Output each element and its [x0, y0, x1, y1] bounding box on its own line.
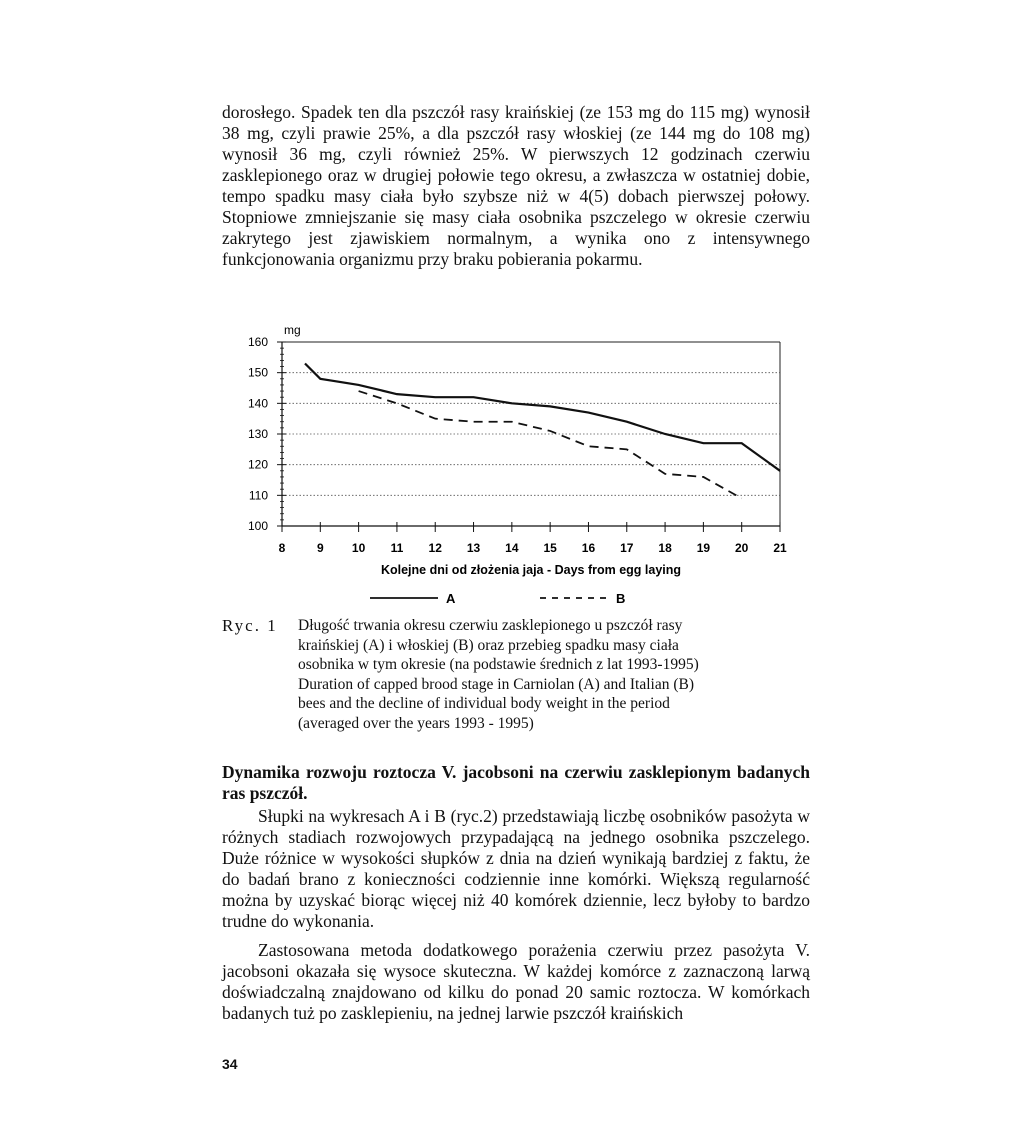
paragraph-2: Słupki na wykresach A i B (ryc.2) przedstawiają liczbę osobników pasożyta w różnych stadiach rozwojowych przypadającą na jednego osobnika pszczelego. Duże różnice w wysokości słupków z dnia na dzień wynikają bardziej z faktu, że do badań brano z konieczności codziennie inne komórki. Większą regularność można by uzyskać biorąc więcej niż 40 komórek dziennie, lecz byłoby to bardzo trudne do wykonania. — [222, 806, 810, 931]
x-tick-label: 19 — [696, 541, 711, 555]
x-tick-label: 20 — [735, 541, 749, 555]
x-tick-label: 10 — [351, 541, 366, 555]
section-heading: Dynamika rozwoju roztocza V. jacobsoni na czerwiu zasklepionym badanych ras pszczół. — [222, 762, 810, 803]
x-tick-label: 21 — [773, 541, 787, 555]
x-tick-label: 8 — [278, 541, 286, 555]
x-axis-label: Kolejne dni od złożenia jaja - Days from egg laying — [380, 563, 682, 577]
x-tick-label: 12 — [428, 541, 442, 555]
x-tick-label: 18 — [658, 541, 672, 555]
x-tick-label: 11 — [390, 541, 404, 555]
y-tick-label: 130 — [247, 427, 268, 441]
y-axis-label: mg — [284, 323, 301, 337]
x-tick-label: 17 — [620, 541, 634, 555]
y-tick-label: 140 — [247, 396, 268, 411]
series-line-a — [305, 363, 780, 470]
x-tick-label: 16 — [581, 541, 596, 555]
y-tick-label: 110 — [248, 488, 268, 503]
legend-label-b: B — [616, 591, 626, 606]
page-number: 34 — [222, 1056, 238, 1072]
y-tick-label: 100 — [247, 519, 268, 533]
figure-label: Ryc. 1 — [222, 616, 278, 635]
y-tick-label: 150 — [247, 365, 268, 380]
paragraph-3: Zastosowana metoda dodatkowego porażenia czerwiu przez pasożyta V. jacobsoni okazała się wysoce skuteczna. W każdej komórce z zaznaczoną larwą doświadczalną znajdowano od kilku do ponad 20 samic roztocza. W komórkach badanych tuż po zasklepieniu, na jednej larwie pszczół kraińskich — [222, 940, 810, 1023]
caption-line: osobnika w tym okresie (na podstawie średnich z lat 1993-1995) — [298, 656, 699, 674]
caption-line: kraińskiej (A) i włoskiej (B) oraz przebieg spadku masy ciała — [298, 636, 679, 654]
y-tick-label: 160 — [247, 335, 268, 349]
intro-paragraph: dorosłego. Spadek ten dla pszczół rasy kraińskiej (ze 153 mg do 115 mg) wynosił 38 mg, czyli prawie 25%, a dla pszczół rasy włoskiej (ze 144 mg do 108 mg) wynosił 36 mg, czyli również 25%. W pierwszych 12 godzinach czerwiu zasklepionego oraz w drugiej połowie tego okresu, a zwłaszcza w ostatniej dobie, tempo spadku masy ciała było szybsze niż w 4(5) dobach pierwszej połowy. Stopniowe zmniejszanie się masy ciała osobnika pszczelego w okresie czerwiu zakrytego jest zjawiskiem normalnym, a wynika ono z intensywnego funkcjonowania organizmu przy braku pobierania pokarmu. — [222, 102, 810, 269]
x-tick-label: 15 — [543, 541, 557, 555]
figure-caption — [298, 616, 798, 734]
caption-line: Długość trwania okresu czerwiu zasklepionego u pszczół rasy — [298, 617, 683, 634]
x-tick-label: 9 — [316, 541, 324, 555]
caption-line: (averaged over the years 1993 - 1995) — [298, 714, 534, 732]
x-tick-label: 14 — [505, 541, 519, 555]
chart-svg — [230, 318, 800, 608]
x-tick-label: 13 — [466, 541, 481, 555]
weight-decline-chart — [230, 318, 800, 608]
caption-line: bees and the decline of individual body weight in the period — [298, 695, 670, 713]
legend-label-a: A — [446, 591, 456, 606]
caption-line: Duration of capped brood stage in Carniolan (A) and Italian (B) — [298, 675, 694, 693]
y-tick-label: 120 — [247, 457, 268, 472]
